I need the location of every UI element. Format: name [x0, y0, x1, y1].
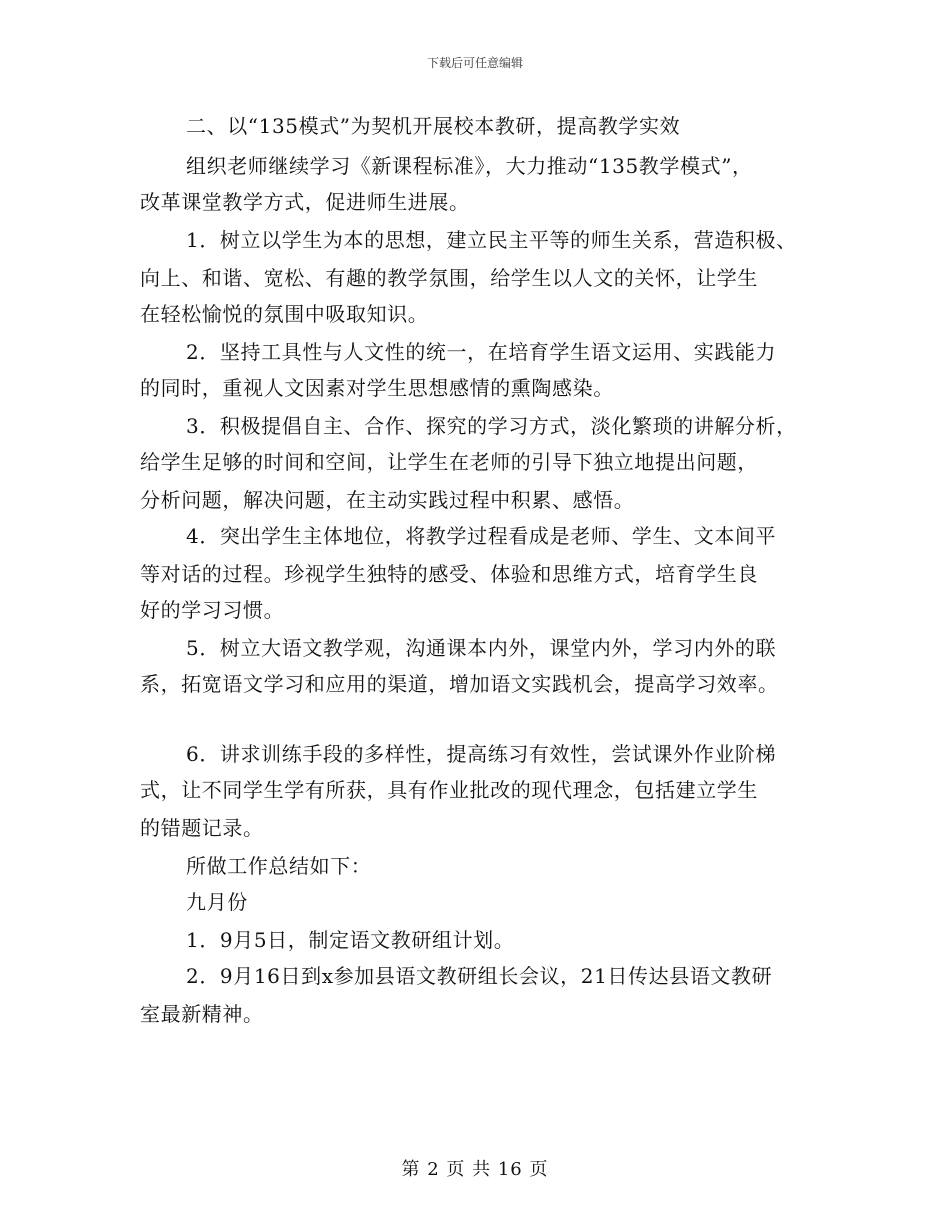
- list-item-line: 2．9月16日到x参加县语文教研组长会议，21日传达县语文教研: [186, 964, 773, 988]
- list-item-line: 给学生足够的时间和空间，让学生在老师的引导下独立地提出问题，: [140, 450, 758, 474]
- month-heading: 九月份: [186, 890, 248, 914]
- section-heading: 二、以“135模式”为契机开展校本教研，提高教学实效: [186, 114, 681, 138]
- list-item-line: 向上、和谐、宽松、有趣的教学氛围，给学生以人文的关怀，让学生: [140, 266, 758, 290]
- list-item-line: 2．坚持工具性与人文性的统一，在培育学生语文运用、实践能力: [186, 340, 777, 364]
- list-item-line: 4．突出学生主体地位，将教学过程看成是老师、学生、文本间平: [186, 524, 777, 548]
- list-item-line: 式，让不同学生学有所获，具有作业批改的现代理念，包括建立学生: [140, 778, 758, 802]
- list-item-line: 1．9月5日，制定语文教研组计划。: [186, 928, 515, 952]
- paragraph-line: 改革课堂教学方式，促进师生进展。: [140, 190, 470, 214]
- list-item-line: 好的学习习惯。: [140, 598, 285, 622]
- page-footer: 第 2 页 共 16 页: [401, 1159, 549, 1180]
- summary-heading: 所做工作总结如下：: [186, 854, 372, 878]
- list-item-line: 室最新精神。: [140, 1002, 264, 1026]
- list-item-line: 的同时，重视人文因素对学生思想感情的熏陶感染。: [140, 376, 614, 400]
- list-item-line: 6．讲求训练手段的多样性，提高练习有效性，尝试课外作业阶梯: [186, 742, 777, 766]
- list-item-line: 的错题记录。: [140, 816, 264, 840]
- list-item-line: 系，拓宽语文学习和应用的渠道，增加语文实践机会，提高学习效率。: [140, 672, 779, 696]
- list-item-line: 分析问题，解决问题，在主动实践过程中积累、感悟。: [140, 488, 635, 512]
- list-item-line: 3．积极提倡自主、合作、探究的学习方式，淡化繁琐的讲解分析，: [186, 414, 797, 438]
- list-item-line: 5．树立大语文教学观，沟通课本内外，课堂内外，学习内外的联: [186, 636, 777, 660]
- list-item-line: 在轻松愉悦的氛围中吸取知识。: [140, 302, 429, 326]
- list-item-line: 等对话的过程。珍视学生独特的感受、体验和思维方式，培育学生良: [140, 562, 758, 586]
- paragraph-line: 组织老师继续学习《新课程标准》，大力推动“135教学模式”，: [186, 154, 753, 178]
- list-item-line: 1．树立以学生为本的思想，建立民主平等的师生关系，营造积极、: [186, 228, 797, 252]
- page-header: 下载后可任意编辑: [426, 56, 523, 70]
